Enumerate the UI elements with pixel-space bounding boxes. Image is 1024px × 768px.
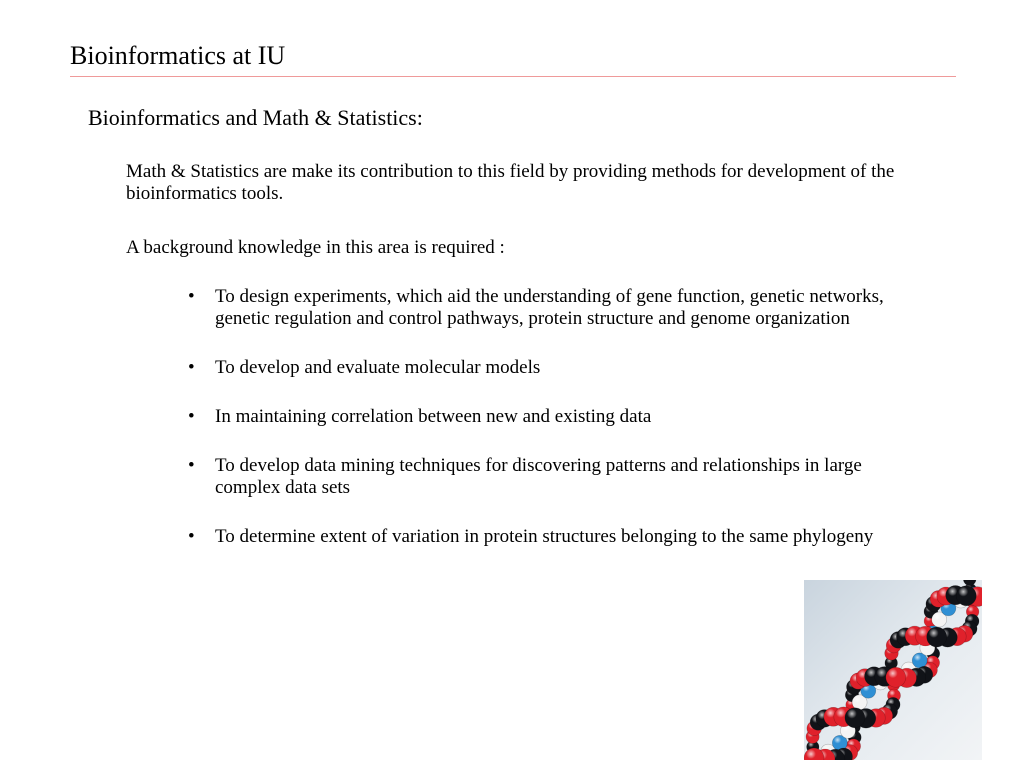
atom-highlight xyxy=(886,667,906,687)
section-heading: Bioinformatics and Math & Statistics: xyxy=(88,105,423,130)
bullet-item: • In maintaining correlation between new and existing data xyxy=(188,406,928,428)
dna-model-image xyxy=(804,580,982,760)
intro-paragraph: Math & Statistics are make its contribution to this field by providing methods for development of the bioinformatics tools. xyxy=(126,161,895,204)
bullet-item: • To develop data mining techniques for discovering patterns and relationships in large complex data sets xyxy=(188,455,928,499)
title-divider xyxy=(70,76,956,77)
atom-highlight xyxy=(956,586,976,606)
requirement-paragraph: A background knowledge in this area is required : xyxy=(126,237,505,258)
bullet-item: • To determine extent of variation in protein structures belonging to the same phylogeny xyxy=(188,526,928,548)
bullet-item: • To develop and evaluate molecular models xyxy=(188,357,928,379)
bullet-item: • To design experiments, which aid the understanding of gene function, genetic networks, genetic regulation and control pathways, protein structure and genome organization xyxy=(188,286,928,330)
atom-highlight xyxy=(845,708,865,728)
dna-model-icon xyxy=(804,580,982,760)
bullet-list xyxy=(188,286,928,575)
atom-highlight xyxy=(927,627,947,647)
slide-title: Bioinformatics at IU xyxy=(70,41,286,70)
